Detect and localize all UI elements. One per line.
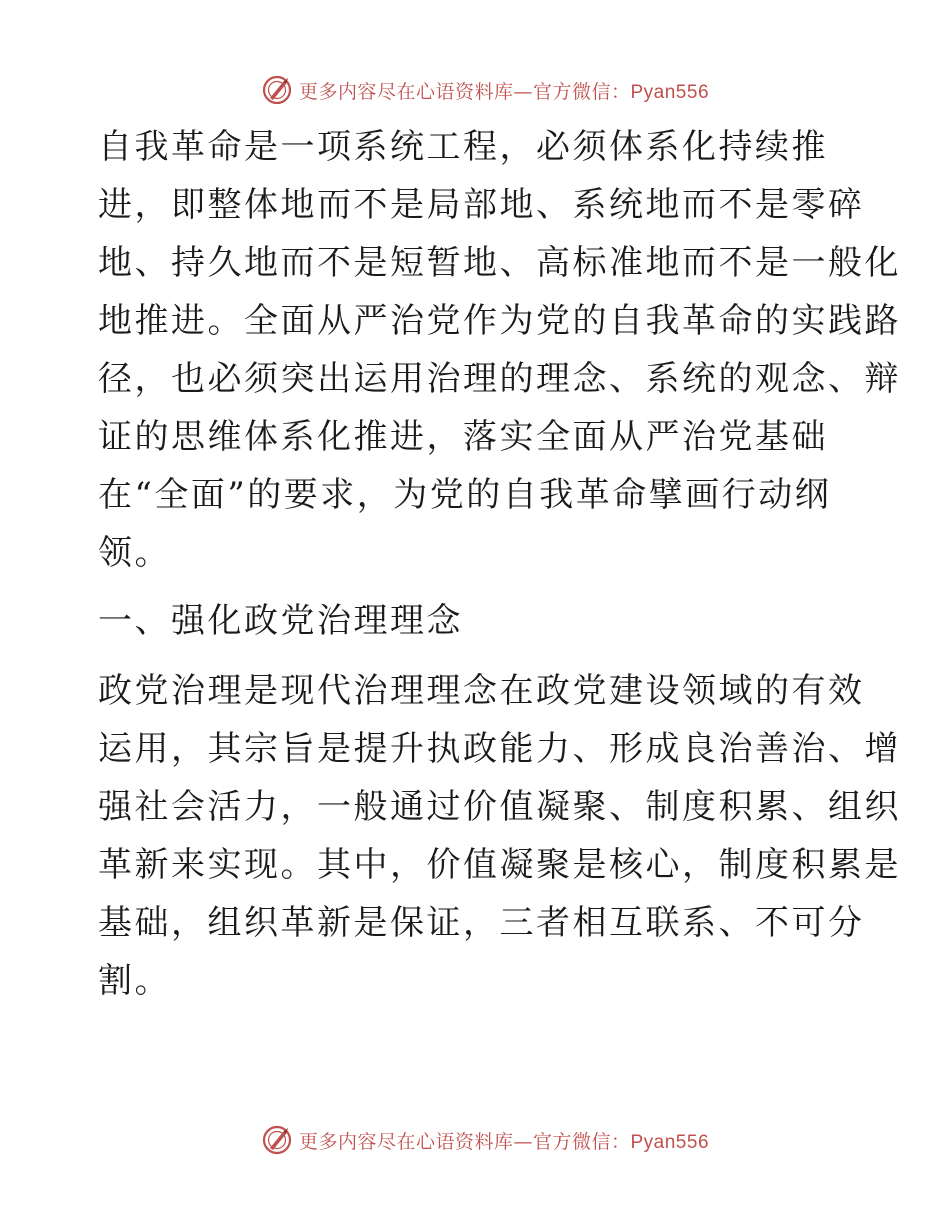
text-line: 进，即整体地而不是局部地、系统地而不是零碎 bbox=[98, 185, 865, 225]
text-line: 强社会活力，一般通过价值凝聚、制度积累、组织 bbox=[98, 787, 901, 827]
text-line: 政党治理是现代治理理念在政党建设领域的有效 bbox=[98, 671, 865, 711]
footer-watermark bbox=[0, 1120, 950, 1160]
text-line: 地、持久地而不是短暂地、高标准地而不是一般化 bbox=[98, 243, 901, 283]
text-line: 在“全面”的要求，为党的自我革命擘画行动纲 bbox=[98, 475, 832, 515]
document-body bbox=[98, 118, 901, 1010]
text-line: 运用，其宗旨是提升执政能力、形成良治善治、增 bbox=[98, 729, 901, 769]
watermark-label: 更多内容尽在心语资料库—官方微信： bbox=[298, 80, 631, 103]
paragraph-party-governance bbox=[98, 662, 901, 1010]
quill-pen-logo-icon bbox=[261, 74, 293, 106]
watermark-text bbox=[299, 77, 709, 104]
watermark-group bbox=[261, 74, 709, 106]
quill-pen-logo-icon bbox=[261, 1124, 293, 1156]
text-line: 自我革命是一项系统工程，必须体系化持续推 bbox=[98, 127, 828, 167]
watermark-group bbox=[261, 1124, 709, 1156]
text-line: 割。 bbox=[98, 961, 171, 1001]
text-line: 革新来实现。其中，价值凝聚是核心，制度积累是 bbox=[98, 845, 901, 885]
text-line: 证的思维体系化推进，落实全面从严治党基础 bbox=[98, 417, 828, 457]
section-heading: 一、强化政党治理理念 bbox=[98, 601, 463, 641]
watermark-wechat-id: Pyan556 bbox=[630, 81, 710, 103]
text-line: 基础，组织革新是保证，三者相互联系、不可分 bbox=[98, 903, 865, 943]
watermark-text bbox=[299, 1127, 709, 1154]
paragraph-self-revolution bbox=[98, 118, 901, 582]
text-line: 径，也必须突出运用治理的理念、系统的观念、辩 bbox=[98, 359, 901, 399]
header-watermark bbox=[0, 70, 950, 110]
watermark-wechat-id: Pyan556 bbox=[630, 1131, 710, 1153]
text-line: 领。 bbox=[98, 533, 171, 573]
watermark-label: 更多内容尽在心语资料库—官方微信： bbox=[298, 1130, 631, 1153]
text-line: 地推进。全面从严治党作为党的自我革命的实践路 bbox=[98, 301, 901, 341]
